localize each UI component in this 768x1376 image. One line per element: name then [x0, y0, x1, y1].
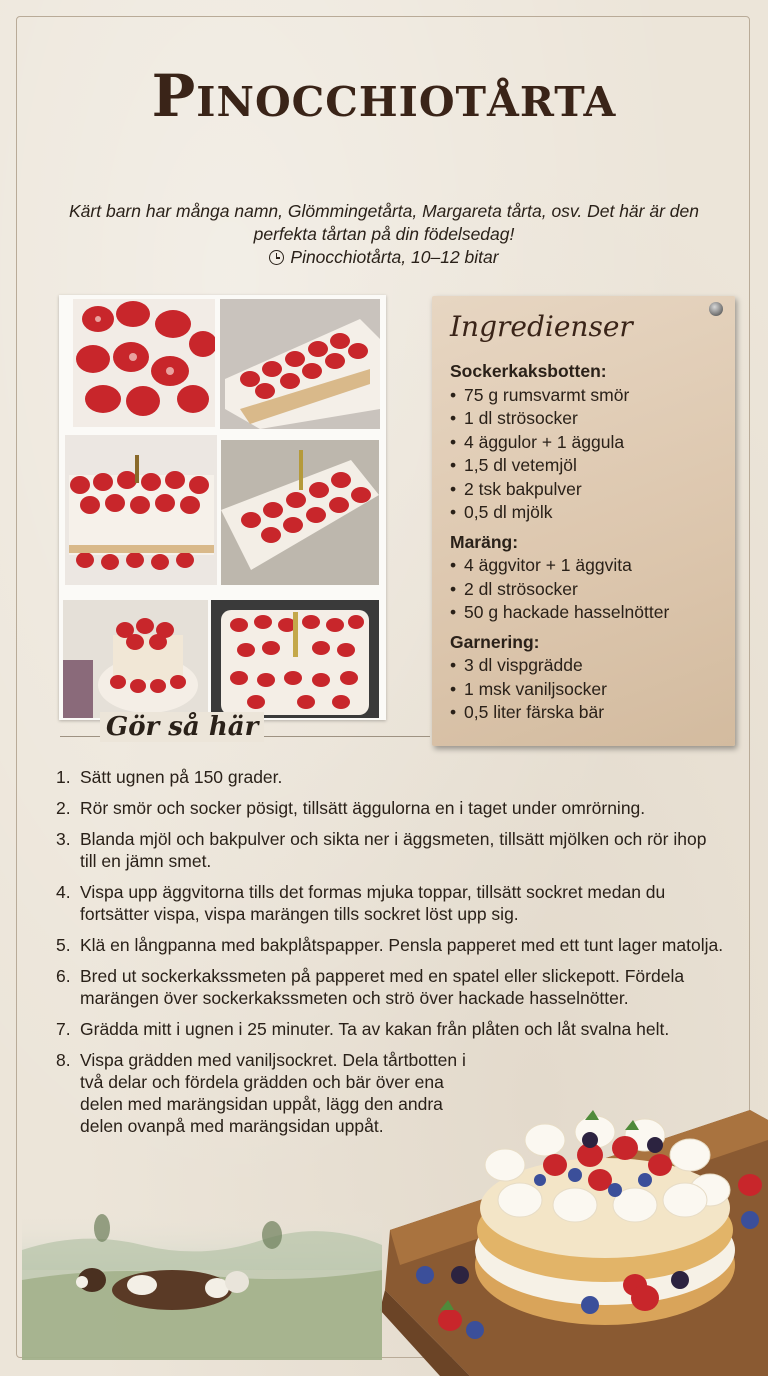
cake-photo-5 [63, 600, 208, 718]
ingredient-item: • 3 dl vispgrädde [450, 654, 725, 678]
intro-text: Kärt barn har många namn, Glömmingetårta, Margareta tårta, osv. Det här är den perfekta tårtan på din födelsedag! [69, 201, 699, 244]
ingredient-item: • 0,5 liter färska bär [450, 701, 725, 725]
step-item [56, 766, 726, 788]
step-item [56, 881, 726, 925]
step-text: Blanda mjöl och bakpulver och sikta ner i äggsmeten, tillsätt mjölken och rör ihop till en jämn smet. [80, 829, 707, 871]
ingredient-item: • 50 g hackade hasselnötter [450, 601, 725, 625]
ingredient-section-heading: Sockerkaksbotten: [450, 361, 607, 381]
step-item [56, 934, 726, 956]
how-to-title: Gör så här [100, 712, 264, 742]
step-number: 2. [56, 798, 71, 818]
ingredient-item: • 1 msk vaniljsocker [450, 678, 725, 702]
step-item [56, 828, 726, 872]
ingredients-title: Ingredienser [450, 310, 633, 343]
step-text: Bred ut sockerkakssmeten på papperet med en spatel eller slickepott. Fördela marängen över sockerkakssmeten och strö över hackade hasselnötter. [80, 966, 685, 1008]
recipe-intro [60, 200, 708, 271]
cake-photo-2 [220, 299, 380, 429]
ingredient-section-heading: Garnering: [450, 631, 540, 652]
ingredient-item: • 2 tsk bakpulver [450, 478, 725, 502]
recipe-meta [269, 246, 498, 269]
cake-illustration [380, 1080, 768, 1376]
step-text: Vispa grädden med vaniljsockret. Dela tårtbotten i två delar och fördela grädden och bär över ena delen med marängsidan uppåt, lägg den andra delen ovanpå med marängsidan uppåt. [80, 1050, 466, 1136]
ingredient-section-heading: Maräng: [450, 531, 519, 552]
ingredient-item: • 1,5 dl vetemjöl [450, 454, 725, 478]
ingredient-item: • 2 dl strösocker [450, 578, 725, 602]
ingredient-item: • 0,5 dl mjölk [450, 501, 725, 525]
recipe-title: Pinocchiotårta [151, 62, 617, 130]
cake-photo-1 [73, 299, 215, 427]
step-number: 6. [56, 966, 71, 986]
step-text: Grädda mitt i ugnen i 25 minuter. Ta av kakan från plåten och låt svalna helt. [80, 1019, 670, 1039]
step-item [56, 1018, 726, 1040]
step-text: Rör smör och socker pösigt, tillsätt äggulorna en i taget under omrörning. [80, 798, 646, 818]
step-text: Vispa upp äggvitorna tills det formas mjuka toppar, tillsätt sockret medan du fortsätter vispa, vispa marängen tills sockret löst upp sig. [80, 882, 666, 924]
step-item [56, 797, 726, 819]
recipe-meta-text: Pinocchiotårta, 10–12 bitar [290, 247, 499, 267]
step-number: 5. [56, 935, 71, 955]
photo-collage [59, 295, 386, 720]
step-number: 8. [56, 1050, 71, 1070]
step-text: Sätt ugnen på 150 grader. [80, 767, 283, 787]
ingredients-card [432, 296, 735, 746]
ingredient-item: • 4 äggvitor + 1 äggvita [450, 554, 725, 578]
step-number: 1. [56, 767, 71, 787]
pushpin-icon [709, 302, 723, 316]
step-number: 4. [56, 882, 71, 902]
step-number: 3. [56, 829, 71, 849]
ingredient-item: • 75 g rumsvarmt smör [450, 384, 725, 408]
step-number: 7. [56, 1019, 71, 1039]
ingredient-item: • 1 dl strösocker [450, 407, 725, 431]
step-item [56, 965, 726, 1009]
clock-icon [269, 250, 284, 265]
ingredients-list [450, 360, 725, 725]
step-text: Klä en långpanna med bakplåtspapper. Pensla papperet med ett tunt lager matolja. [80, 935, 724, 955]
cake-photo-4 [221, 440, 379, 585]
cow-landscape-illustration [22, 1210, 382, 1360]
cake-photo-6 [211, 600, 379, 718]
cake-photo-3 [65, 435, 217, 585]
ingredient-item: • 4 äggulor + 1 äggula [450, 431, 725, 455]
